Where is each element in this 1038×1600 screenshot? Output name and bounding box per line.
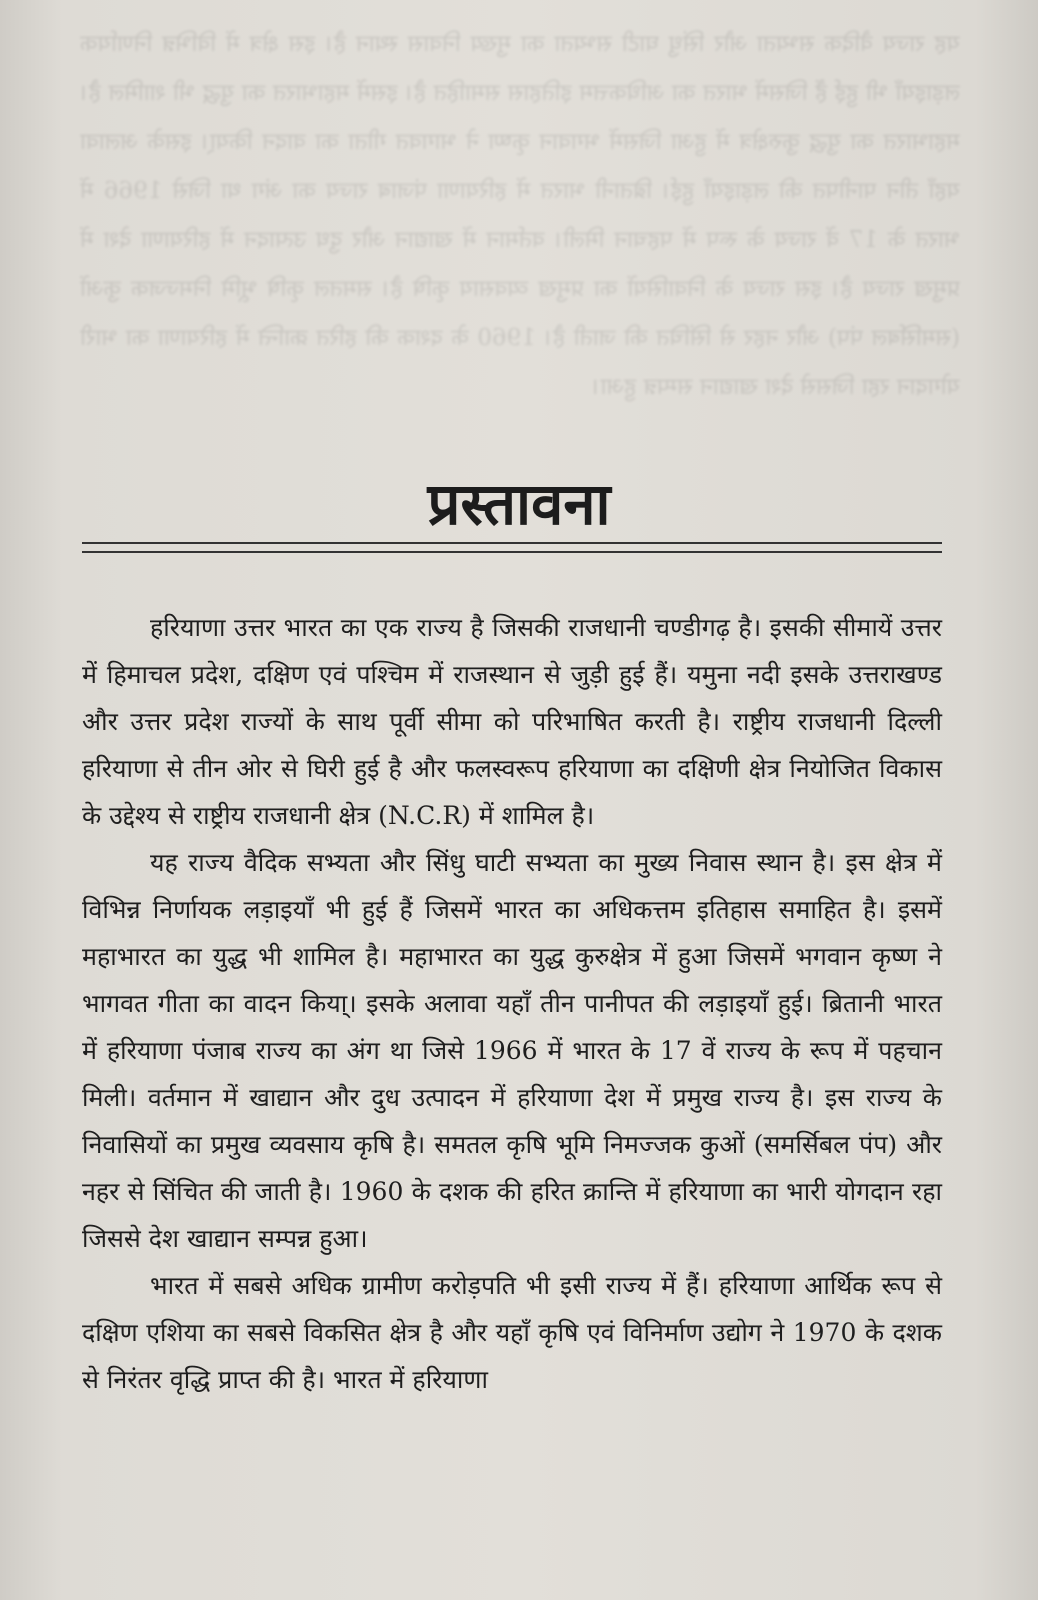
body-text [82,604,942,1403]
title-rule-bottom [82,551,942,553]
title-rule-top [82,542,942,544]
chapter-title: प्रस्तावना [427,470,611,538]
paragraph-3: भारत में सबसे अधिक ग्रामीण करोड़पति भी इसी राज्य में हैं। हरियाणा आर्थिक रूप से दक्षिण एशिया का सबसे विकसित क्षेत्र है और यहाँ कृषि एवं विनिर्माण उद्योग ने 1970 के दशक से निरंतर वृद्धि प्राप्त की है। भारत में हरियाणा [82,1271,942,1394]
show-through-text: यह राज्य वैदिक सभ्यता और सिंधु घाटी सभ्यता का मुख्य निवास स्थान है। इस क्षेत्र में विभिन्न निर्णायक लड़ाइयाँ भी हुई हैं जिसमें भारत का अधिकत्तम इतिहास समाहित है। इसमें महाभारत का युद्ध भी शामिल है। महाभारत का युद्ध कुरुक्षेत्र में हुआ जिसमें भगवान कृष्ण ने भागवत गीता का वादन किया्। इसके अलावा यहाँ तीन पानीपत की लड़ाइयाँ हुई। ब्रितानी भारत में हरियाणा पंजाब राज्य का अंग था जिसे 1966 में भारत के 17 वें राज्य के रूप में पहचान मिली। वर्तमान में खाद्यान और दुध उत्पादन में हरियाणा देश में प्रमुख राज्य है। इस राज्य के निवासियों का प्रमुख व्यवसाय कृषि है। समतल कृषि भूमि निमज्जक कुओं (समर्सिबल पंप) और नहर से सिंचित की जाती है। 1960 के दशक की हरित क्रान्ति में हरियाणा का भारी योगदान रहा जिससे देश खाद्यान सम्पन्न हुआ। [80,31,960,400]
paragraph-1: हरियाणा उत्तर भारत का एक राज्य है जिसकी राजधानी चण्डीगढ़ है। इसकी सीमायें उत्तर में हिमाचल प्रदेश, दक्षिण एवं पश्चिम में राजस्थान से जुड़ी हुई हैं। यमुना नदी इसके उत्तराखण्ड और उत्तर प्रदेश राज्यों के साथ पूर्वी सीमा को परिभाषित करती है। राष्ट्रीय राजधानी दिल्ली हरियाणा से तीन ओर से घिरी हुई है और फलस्वरूप हरियाणा का दक्षिणी क्षेत्र नियोजित विकास के उद्देश्य से राष्ट्रीय राजधानी क्षेत्र (N.C.R) में शामिल है। [82,613,942,830]
paragraph-2: यह राज्य वैदिक सभ्यता और सिंधु घाटी सभ्यता का मुख्य निवास स्थान है। इस क्षेत्र में विभिन्न निर्णायक लड़ाइयाँ भी हुई हैं जिसमें भारत का अधिकत्तम इतिहास समाहित है। इसमें महाभारत का युद्ध भी शामिल है। महाभारत का युद्ध कुरुक्षेत्र में हुआ जिसमें भगवान कृष्ण ने भागवत गीता का वादन किया्। इसके अलावा यहाँ तीन पानीपत की लड़ाइयाँ हुई। ब्रितानी भारत में हरियाणा पंजाब राज्य का अंग था जिसे 1966 में भारत के 17 वें राज्य के रूप में पहचान मिली। वर्तमान में खाद्यान और दुध उत्पादन में हरियाणा देश में प्रमुख राज्य है। इस राज्य के निवासियों का प्रमुख व्यवसाय कृषि है। समतल कृषि भूमि निमज्जक कुओं (समर्सिबल पंप) और नहर से सिंचित की जाती है। 1960 के दशक की हरित क्रान्ति में हरियाणा का भारी योगदान रहा जिससे देश खाद्यान सम्पन्न हुआ। [82,848,942,1253]
